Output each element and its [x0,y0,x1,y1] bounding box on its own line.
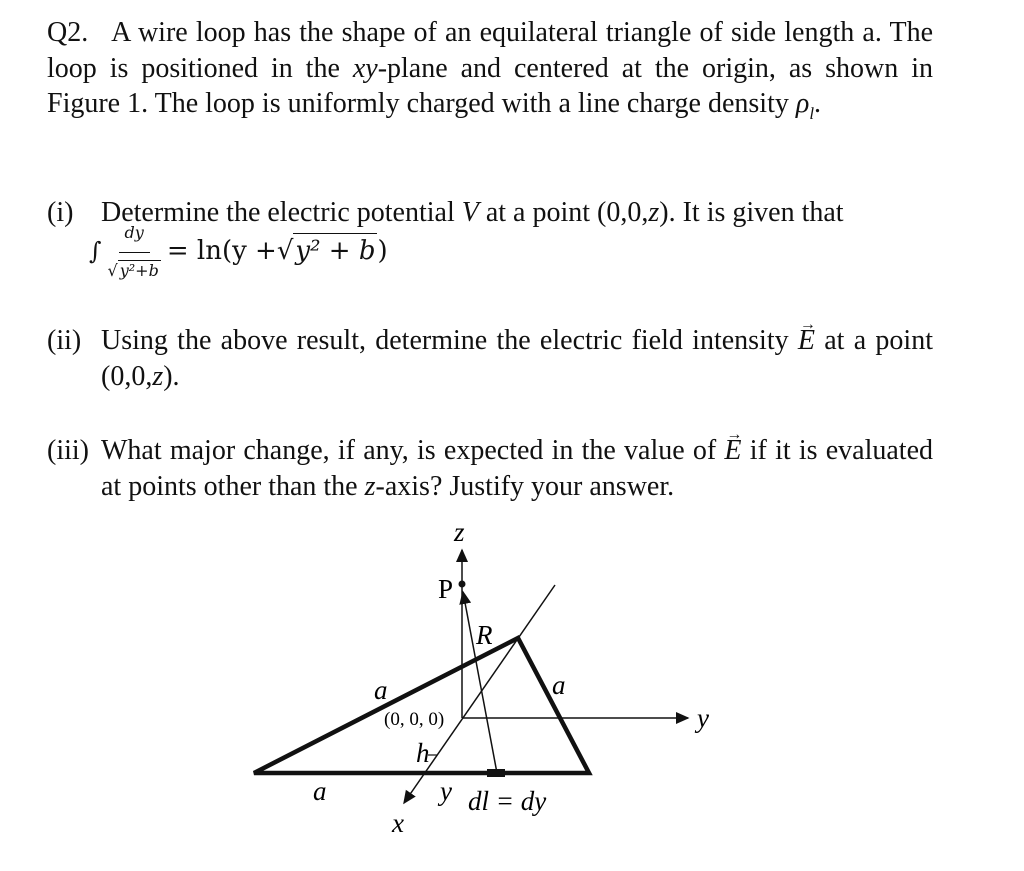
part-label: (iii) [47,435,89,466]
y-axis-label: y [697,703,709,733]
origin-label: (0, 0, 0) [384,709,445,730]
point-p-label: P [438,574,454,604]
r-label: R [476,620,493,650]
part-label: (i) [47,197,74,228]
dl-label: dl = dy [468,786,547,816]
question-intro: Q2. A wire loop has the shape of an equilateral triangle of side length a. The loop is positioned in the xy-plane and centered at the origin, as shown in Figure 1. The loop is uniformly charged with a line charge density $\rho_l$. [47,17,933,123]
x-axis-label: x [392,808,404,838]
dl-element [487,769,505,777]
part-label: (ii) [47,325,82,356]
point-p [459,581,466,588]
z-axis-label: z [454,517,465,547]
side-label-right: a [552,670,566,700]
side-label-bottom: a [313,776,327,806]
x-axis [404,585,555,803]
fraction: $\frac{dy}{\text{√ y²+b}}$ [108,215,161,288]
integral-equation: ∫ $\frac{dy}{\text{√ y²+b}}$ = ln(y + √ y² + b ) [89,223,933,281]
h-label: h [416,738,430,768]
part-text: Using the above result, determine the electric field intensity → E at a point (0,0,z). [101,323,933,394]
part-text: Determine the electric potential V at a point (0,0,z). It is given that [101,197,844,228]
y-position-label: y [440,776,452,806]
question-number: Q2. [47,17,89,48]
part-text: What major change, if any, is expected in the value of → E if it is evaluated at points other than the z-axis? Justify your answer. [101,433,933,504]
side-label-left: a [374,675,388,705]
